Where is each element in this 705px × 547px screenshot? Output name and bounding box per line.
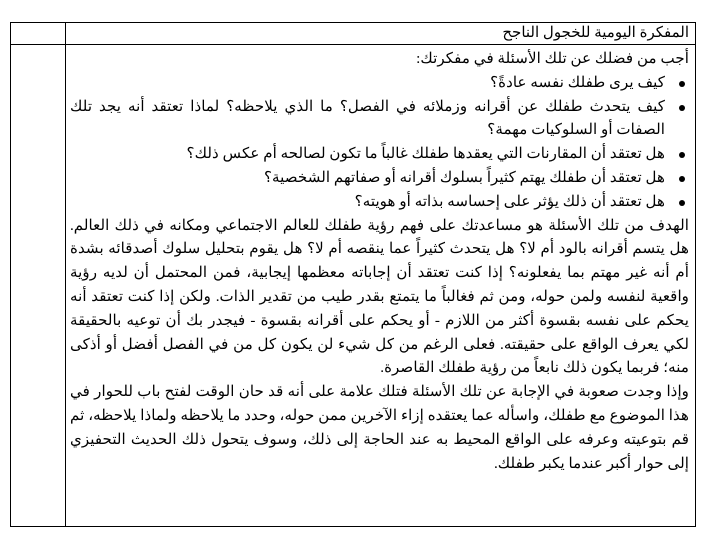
question-text: هل تعتقد أن المقارنات التي يعقدها طفلك غالباً ما تكون لصالحه أم عكس ذلك؟ bbox=[186, 145, 665, 163]
question-text: هل تعتقد أن ذلك يؤثر على إحساسه بذاته أو هويته؟ bbox=[354, 192, 665, 210]
explanation-paragraph: الهدف من تلك الأسئلة هو مساعدتك على فهم رؤية طفلك للعالم الاجتماعي ومكانه في ذلك العالم. هل يتسم أقرانه بالود أم لا؟ هل يتحدث كثيراً عما ينقصه أم لا؟ هل يقوم بتحليل سلوك أصدقائه بشدة أم أنه غير مهتم بما يفعلونه؟ إذا كنت تعتقد أن إجاباته معظمها إيجابية، فمن المحتمل أن لديه رؤية واقعية لنفسه ولمن حوله، ومن ثم فغالباً ما يتمتع بقدر طيب من تقدير الذات. ولكن إذا كنت تعتقد أنه يحكم على نفسه بقسوة أكثر من اللازم - أو يحكم على أقرانه بقسوة - فيجدر بك أن توعيه بالحقيقة لكي يعرف الواقع على حقيقته. فعلى الرغم من كل شيء لن يكون كل من في الفصل أفضل أو أذكى منه؛ فربما يكون ذلك نابعاً من رؤية طفلك القاصرة. bbox=[70, 216, 689, 377]
document-table bbox=[10, 22, 696, 527]
question-list bbox=[70, 71, 689, 214]
question-text: كيف يتحدث طفلك عن أقرانه وزملائه في الفصل؟ ما الذي يلاحظه؟ لماذا تعتقد أنه يجد تلك الصفات أو السلوكيات مهمة؟ bbox=[70, 97, 665, 139]
document-title: المفكرة اليومية للخجول الناجح bbox=[66, 23, 696, 45]
question-item bbox=[70, 95, 689, 143]
content-cell bbox=[66, 45, 696, 527]
bullet-icon bbox=[679, 152, 685, 158]
question-item bbox=[70, 166, 689, 190]
question-text: كيف يرى طفلك نفسه عادةً؟ bbox=[490, 73, 665, 91]
bullet-icon bbox=[679, 176, 685, 182]
title-row bbox=[11, 23, 696, 45]
side-cell-top bbox=[11, 23, 66, 45]
content-row bbox=[11, 45, 696, 527]
question-item bbox=[70, 142, 689, 166]
bullet-icon bbox=[679, 81, 685, 87]
bullet-icon bbox=[679, 200, 685, 206]
advice-paragraph: وإذا وجدت صعوبة في الإجابة عن تلك الأسئلة فتلك علامة على أنه قد حان الوقت لفتح باب للحوار في هذا الموضوع مع طفلك، واسأله عما يعتقده إزاء الآخرين ممن حوله، وحدد ما يلاحظه ولماذا يلاحظه، ثم قم بتوعيته وعرفه على الواقع المحيط به عند الحاجة إلى ذلك، وسوف يتحول ذلك الحديث التحفيزي إلى حوار أكبر عندما يكبر طفلك. bbox=[70, 383, 689, 472]
bullet-icon bbox=[679, 105, 685, 111]
question-text: هل تعتقد أن طفلك يهتم كثيراً بسلوك أقرانه أو صفاتهم الشخصية؟ bbox=[263, 168, 665, 186]
side-cell-body bbox=[11, 45, 66, 527]
question-item bbox=[70, 190, 689, 214]
intro-text: أجب من فضلك عن تلك الأسئلة في مفكرتك: bbox=[416, 50, 689, 67]
question-item bbox=[70, 71, 689, 95]
